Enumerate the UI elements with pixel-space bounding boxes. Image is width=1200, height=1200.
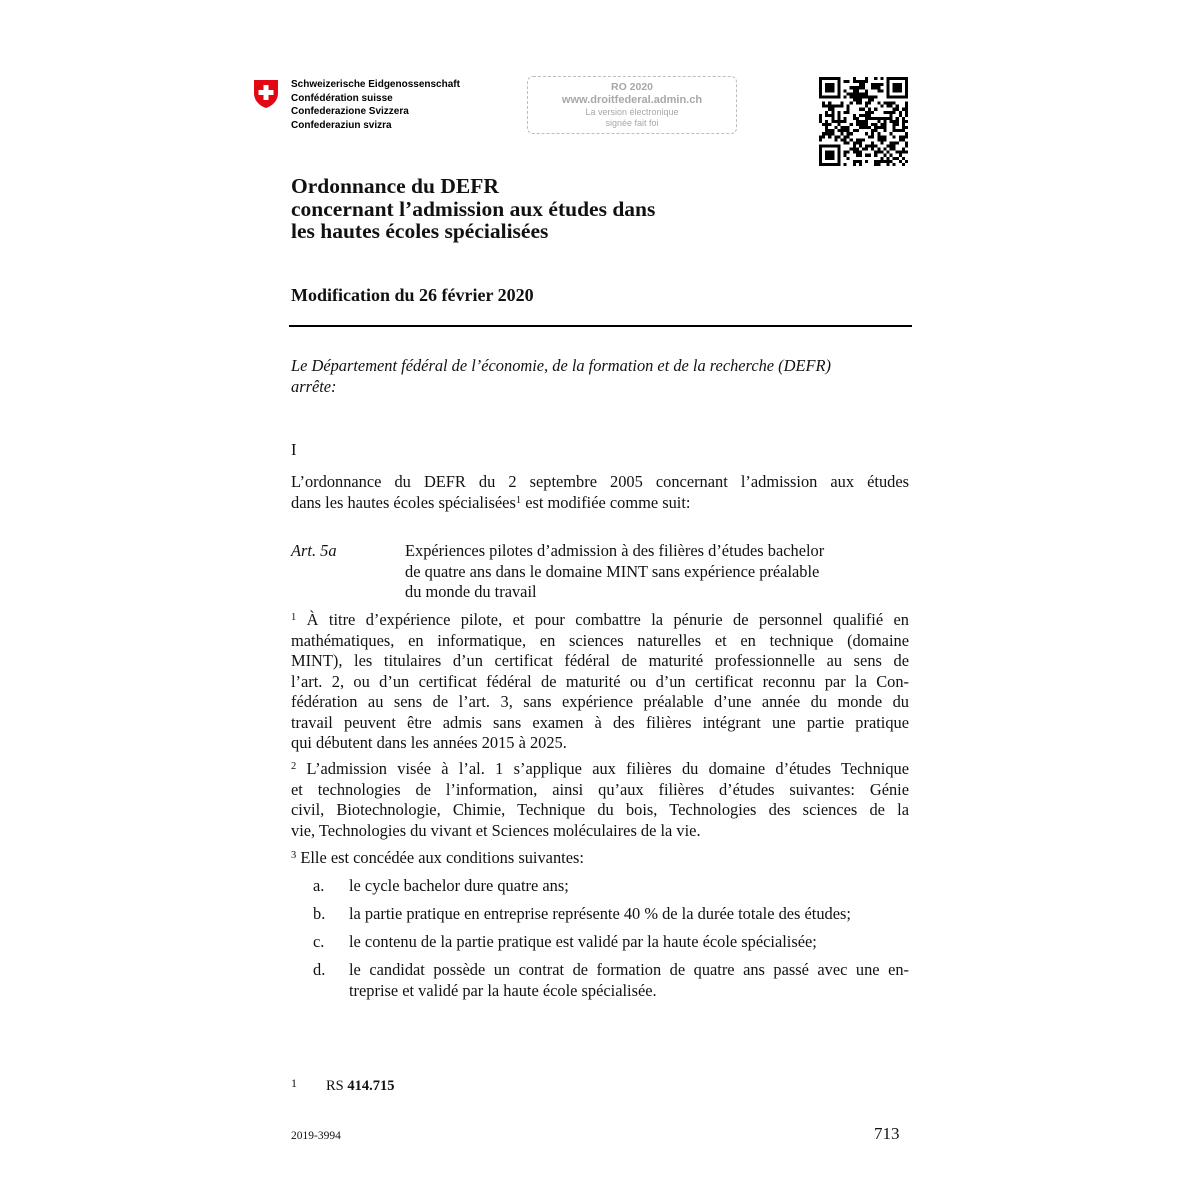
stamp-line: signée fait foi <box>605 118 659 128</box>
paragraph-number: 2 <box>291 761 297 772</box>
stamp-line: RO 2020 <box>610 81 654 93</box>
paragraph-text: Elle est concédée aux conditions suivantes: <box>296 848 584 867</box>
section-number: I <box>291 440 297 459</box>
modification-date: Modification du 26 février 2020 <box>291 285 534 305</box>
list-marker: a. <box>313 876 325 895</box>
paragraph-line: MINT), les titulaires d’un certificat fédéral de maturité professionnelle au sens de <box>291 651 909 670</box>
preamble-line: Le Département fédéral de l’économie, de la formation et de la recherche (DEFR) <box>291 356 831 375</box>
swiss-crest-icon <box>253 79 279 109</box>
list-marker: c. <box>313 932 325 951</box>
paragraph-line: fédération au sens de l’art. 3, sans expérience préalable d’une année du monde du <box>291 692 909 711</box>
list-marker: d. <box>313 960 326 979</box>
paragraph-line: L’ordonnance du DEFR du 2 septembre 2005 concernant l’admission aux études <box>291 472 909 491</box>
confederation-line: Confédération suisse <box>291 92 393 104</box>
paragraph-line: mathématiques, en informatique, en sciences naturelles et en technique (domaine <box>291 630 909 650</box>
article-title-line: de quatre ans dans le domaine MINT sans expérience préalable <box>405 561 820 581</box>
list-item-line: le candidat possède un contrat de formation de quatre ans passé avec une en- <box>349 960 909 979</box>
confederation-line: Confederazione Svizzera <box>291 106 409 117</box>
list-item: le cycle bachelor dure quatre ans; <box>349 876 569 895</box>
paragraph-line <box>291 493 909 514</box>
footnote-number: 1 <box>291 1076 297 1090</box>
list-marker: b. <box>313 904 326 923</box>
confederation-names <box>291 78 460 132</box>
paragraph-number: 3 <box>291 850 297 861</box>
document-number: 2019-3994 <box>291 1130 341 1142</box>
paragraph-number: 1 <box>291 612 297 623</box>
confederation-line: Schweizerische Eidgenossenschaft <box>291 79 460 90</box>
preamble-line: arrête: <box>291 376 337 396</box>
paragraph-line <box>291 610 909 631</box>
title-line: Ordonnance du DEFR <box>291 174 499 198</box>
footnote-prefix: RS <box>326 1078 348 1094</box>
list-item: la partie pratique en entreprise représente 40 % de la durée totale des études; <box>349 904 851 923</box>
paragraph-1 <box>291 610 909 754</box>
list-item <box>349 960 909 1001</box>
title-line: les hautes écoles spécialisées <box>291 219 549 243</box>
paragraph-line <box>291 759 909 780</box>
title-line: concernant l’admission aux études dans <box>291 196 656 221</box>
lead-paragraph <box>291 472 909 513</box>
footnote-ref[interactable]: 1 <box>515 494 522 506</box>
paragraph-2 <box>291 759 909 841</box>
paragraph-text: est modifiée comme suit: <box>521 492 691 512</box>
paragraph-line: travail peuvent être admis sans examen à des filières intégrant une partie pratique <box>291 712 909 732</box>
preamble <box>291 356 911 397</box>
footnote-text <box>326 1078 395 1095</box>
article-title-line: du monde du travail <box>405 582 537 601</box>
article-label: Art. 5a <box>291 541 337 560</box>
page-number: 713 <box>874 1124 900 1143</box>
paragraph-3 <box>291 848 909 869</box>
official-stamp <box>527 76 737 134</box>
confederation-line: Confederaziun svizra <box>291 119 392 131</box>
paragraph-line: civil, Biotechnologie, Chimie, Technique du bois, Technologies des sciences de la <box>291 800 909 819</box>
paragraph-line: qui débutent dans les années 2015 à 2025. <box>291 733 567 752</box>
list-item-line: treprise et validé par la haute école spécialisée. <box>349 980 657 1000</box>
stamp-url: www.droitfederal.admin.ch <box>561 94 703 106</box>
paragraph-line: l’art. 2, ou d’un certificat fédéral de maturité ou d’un certificat reconnu par la Con- <box>291 671 909 691</box>
list-item: le contenu de la partie pratique est validé par la haute école spécialisée; <box>349 932 817 951</box>
document-title <box>291 175 655 243</box>
footnote-reference: 414.715 <box>347 1078 395 1094</box>
article-title <box>405 541 824 603</box>
article-title-line: Expériences pilotes d’admission à des filières d’études bachelor <box>405 541 825 560</box>
paragraph-text: dans les hautes écoles spécialisées <box>291 492 516 512</box>
paragraph-text: À titre d’expérience pilote, et pour combattre la pénurie de personnel qualifié en <box>296 610 909 629</box>
paragraph-text: L’admission visée à l’al. 1 s’applique aux filières du domaine d’études Technique <box>296 759 909 778</box>
paragraph-line: vie, Technologies du vivant et Sciences moléculaires de la vie. <box>291 820 701 840</box>
divider <box>289 325 912 327</box>
stamp-line: La version électronique <box>585 107 679 117</box>
paragraph-line: et technologies de l’information, ainsi qu’aux filières d’études suivantes: Génie <box>291 779 909 799</box>
paragraph-line <box>291 848 909 869</box>
qr-code-icon <box>819 77 908 166</box>
